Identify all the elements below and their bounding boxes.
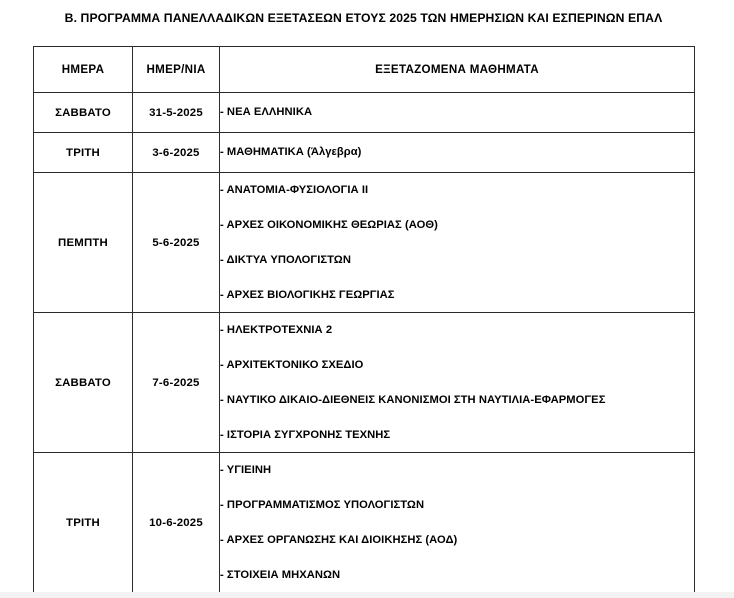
cell-date: 5-6-2025 — [133, 173, 220, 313]
subject-list — [220, 463, 694, 583]
cell-date: 3-6-2025 — [133, 133, 220, 173]
column-header-date: ΗΜΕΡ/ΝΙΑ — [133, 47, 220, 93]
table-header-row — [34, 47, 695, 93]
cell-date: 7-6-2025 — [133, 313, 220, 453]
cell-subjects — [220, 173, 695, 313]
table-row — [34, 93, 695, 133]
subject-item: - ΔΙΚΤΥΑ ΥΠΟΛΟΓΙΣΤΩΝ — [220, 253, 351, 266]
cell-day: ΤΡΙΤΗ — [34, 133, 133, 173]
exam-schedule-table — [33, 46, 695, 593]
cell-day: ΤΡΙΤΗ — [34, 453, 133, 593]
subject-item: - ΑΡΧΕΣ ΟΡΓΑΝΩΣΗΣ ΚΑΙ ΔΙΟΙΚΗΣΗΣ (ΑΟΔ) — [220, 533, 458, 546]
subject-item: - ΥΓΙΕΙΝΗ — [220, 463, 272, 476]
subject-item: - ΙΣΤΟΡΙΑ ΣΥΓΧΡΟΝΗΣ ΤΕΧΝΗΣ — [220, 428, 391, 441]
cell-day: ΣΑΒΒΑΤΟ — [34, 93, 133, 133]
subject-list — [220, 105, 694, 120]
table-row — [34, 133, 695, 173]
subject-list — [220, 323, 694, 443]
subject-item: - ΑΡΧΙΤΕΚΤΟΝΙΚΟ ΣΧΕΔΙΟ — [220, 358, 364, 371]
cell-subjects — [220, 453, 695, 593]
table-header — [34, 47, 695, 93]
cell-subjects — [220, 133, 695, 173]
page-bottom-strip — [0, 592, 734, 598]
cell-subjects — [220, 313, 695, 453]
column-header-day: ΗΜΕΡΑ — [34, 47, 133, 93]
subject-item: - ΗΛΕΚΤΡΟΤΕΧΝΙΑ 2 — [220, 323, 333, 336]
cell-day: ΣΑΒΒΑΤΟ — [34, 313, 133, 453]
subject-item: - ΠΡΟΓΡΑΜΜΑΤΙΣΜΟΣ ΥΠΟΛΟΓΙΣΤΩΝ — [220, 498, 425, 511]
cell-day: ΠΕΜΠΤΗ — [34, 173, 133, 313]
table-row — [34, 453, 695, 593]
cell-date: 10-6-2025 — [133, 453, 220, 593]
table-body — [34, 93, 695, 593]
page-title: Β. ΠΡΟΓΡΑΜΜΑ ΠΑΝΕΛΛΑΔΙΚΩΝ ΕΞΕΤΑΣΕΩΝ ΕΤΟΥΣ 2025 ΤΩΝ ΗΜΕΡΗΣΙΩΝ ΚΑΙ ΕΣΠΕΡΙΝΩΝ ΕΠΑΛ — [64, 11, 663, 25]
subject-list — [220, 183, 694, 303]
column-header-subjects: ΕΞΕΤΑΖΟΜΕΝΑ ΜΑΘΗΜΑΤΑ — [220, 47, 695, 93]
subject-item: - ΣΤΟΙΧΕΙΑ ΜΗΧΑΝΩΝ — [220, 568, 341, 581]
subject-item: - ΑΡΧΕΣ ΒΙΟΛΟΓΙΚΗΣ ΓΕΩΡΓΙΑΣ — [220, 288, 395, 301]
table-row — [34, 173, 695, 313]
subject-list — [220, 145, 694, 160]
subject-item: - ΑΡΧΕΣ ΟΙΚΟΝΟΜΙΚΗΣ ΘΕΩΡΙΑΣ (ΑΟΘ) — [220, 218, 438, 231]
subject-item: - ΝΕΑ ΕΛΛΗΝΙΚΑ — [220, 106, 313, 118]
cell-date: 31-5-2025 — [133, 93, 220, 133]
subject-item: - ΝΑΥΤΙΚΟ ΔΙΚΑΙΟ-ΔΙΕΘΝΕΙΣ ΚΑΝΟΝΙΣΜΟΙ ΣΤΗ ΝΑΥΤΙΛΙΑ-ΕΦΑΡΜΟΓΕΣ — [220, 393, 606, 406]
table-row — [34, 313, 695, 453]
cell-subjects — [220, 93, 695, 133]
subject-item: - ΜΑΘΗΜΑΤΙΚΑ (Άλγεβρα) — [220, 146, 362, 158]
subject-item: - ΑΝΑΤΟΜΙΑ-ΦΥΣΙΟΛΟΓΙΑ ΙΙ — [220, 183, 369, 196]
